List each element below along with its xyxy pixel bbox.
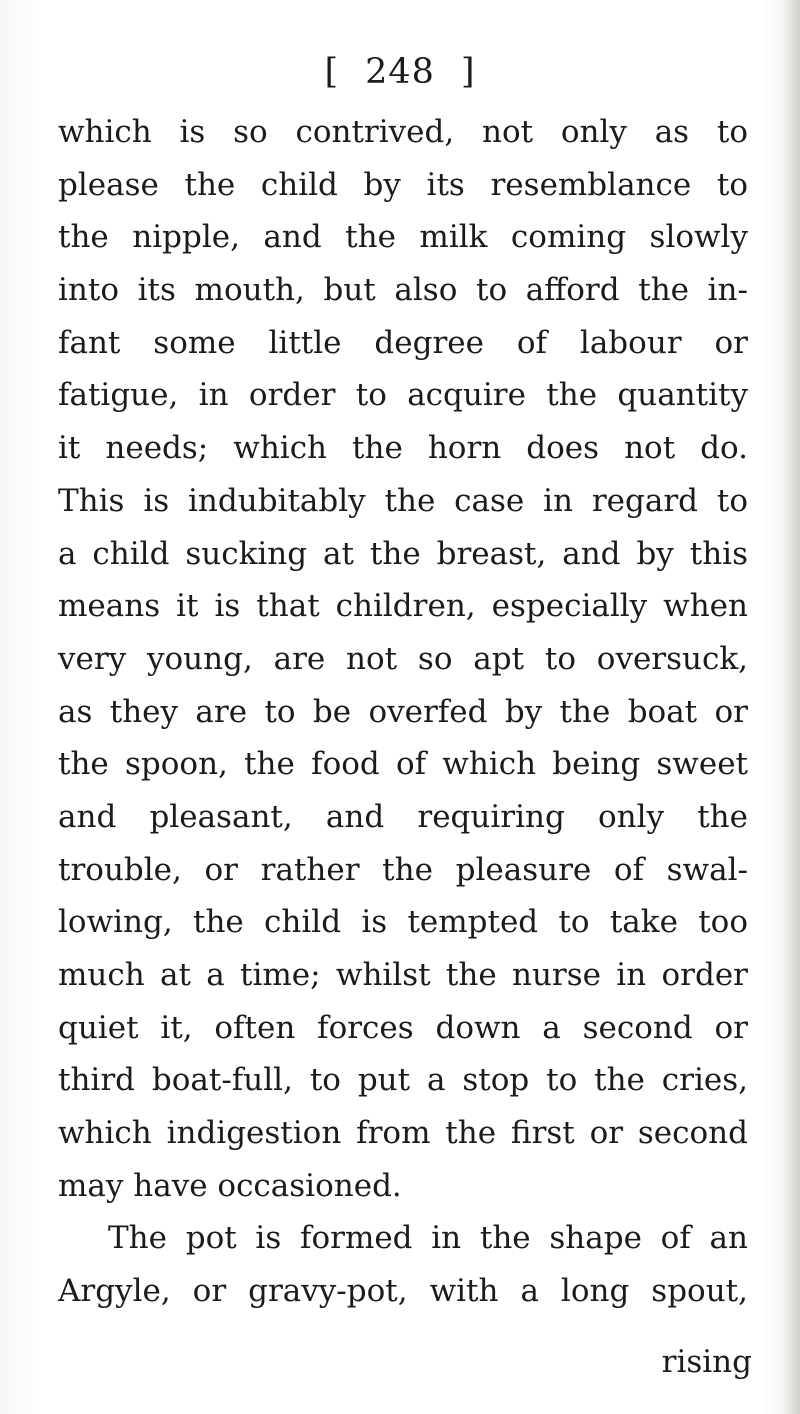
text-line: it needs; which the horn does not do. (58, 430, 748, 467)
text-line: trouble, or rather the pleasure of swal- (58, 851, 748, 888)
text-line: a child sucking at the breast, and by this (58, 535, 748, 572)
text-line: fant some little degree of labour or (58, 324, 748, 361)
text-line: This is indubitably the case in regard to (58, 482, 748, 519)
text-line: lowing, the child is tempted to take too (58, 904, 748, 941)
text-line: please the child by its resemblance to (58, 166, 748, 203)
text-line: much at a time; whilst the nurse in order (58, 957, 748, 993)
text-line: the nipple, and the milk coming slowly (58, 219, 748, 256)
page-edge-shadow (782, 0, 800, 1414)
text-line: means it is that children, especially when (58, 588, 748, 625)
catchword: rising (661, 1344, 752, 1380)
paragraph-start-line: The pot is formed in the shape of an (108, 1220, 748, 1257)
text-line: which is so contrived, not only as to (58, 114, 748, 150)
text-line: third boat-full, to put a stop to the cries, (58, 1062, 748, 1099)
page-number: 248 (365, 52, 435, 92)
body-text (58, 106, 748, 1318)
text-line: into its mouth, but also to afford the in- (58, 272, 748, 309)
page-number-header (0, 44, 800, 100)
text-line: quiet it, often forces down a second or (58, 1009, 748, 1046)
text-line: as they are to be overfed by the boat or (58, 693, 748, 730)
text-line: Argyle, or gravy-pot, with a long spout, (58, 1273, 748, 1310)
text-line: which indigestion from the first or second (58, 1115, 748, 1152)
text-line: very young, are not so apt to oversuck, (58, 640, 748, 677)
text-line: and pleasant, and requiring only the (58, 798, 748, 835)
text-line: the spoon, the food of which being sweet (58, 746, 748, 783)
text-line: fatigue, in order to acquire the quantity (58, 377, 748, 414)
paragraph-end-line: may have occasioned. (58, 1167, 402, 1204)
header-close-bracket: ] (460, 52, 476, 92)
header-open-bracket: [ (324, 52, 340, 92)
